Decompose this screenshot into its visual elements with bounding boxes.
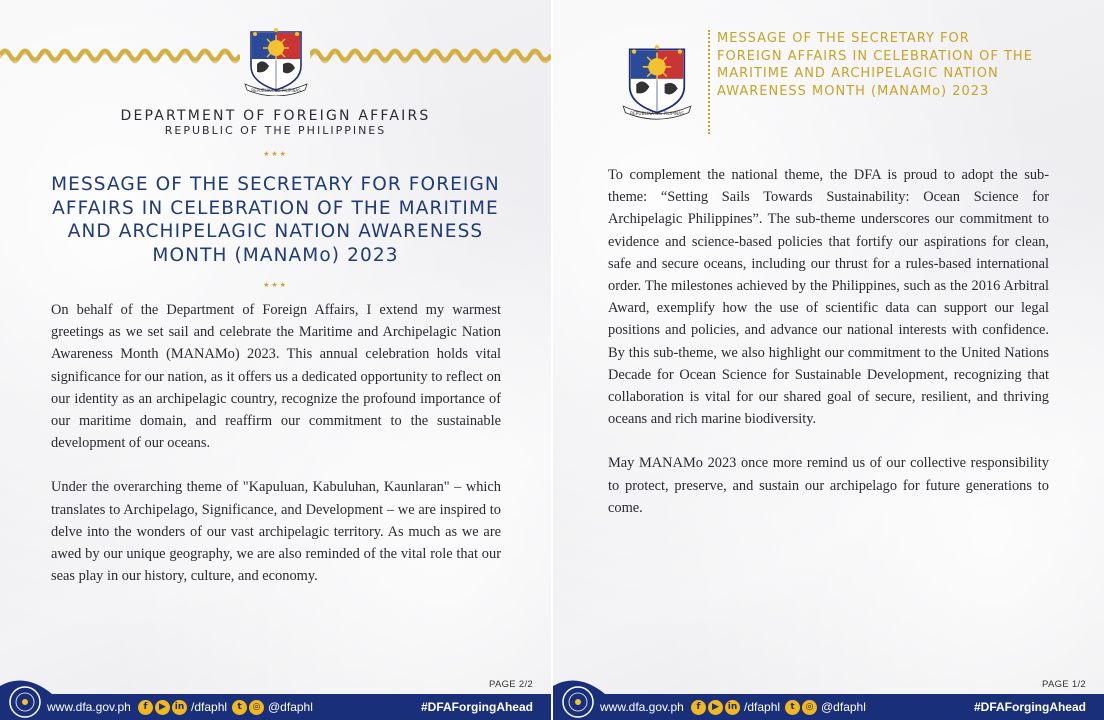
- gold-wave-band-left: [0, 44, 240, 66]
- website-link[interactable]: www.dfa.gov.ph: [47, 700, 131, 714]
- social-group-1: [691, 698, 780, 716]
- dfa-seal: [621, 42, 693, 120]
- message-body: [608, 164, 1049, 541]
- dfa-logo-icon: [8, 685, 42, 719]
- page-number: PAGE 2/2: [489, 679, 533, 690]
- department-name: DEPARTMENT OF FOREIGN AFFAIRS: [120, 108, 431, 124]
- hashtag[interactable]: #DFAForgingAhead: [973, 700, 1086, 714]
- message-title: MESSAGE OF THE SECRETARY FOR FOREIGN AFFAIRS IN CELEBRATION OF THE MARITIME AND ARCHIPELAGIC NATION AWARENESS MONTH (MANAMo) 2023: [51, 174, 500, 266]
- paragraph: May MANAMo 2023 once more remind us of our collective responsibility to protect, preserve, and sustain our archipelago for future generations to come.: [608, 455, 1049, 516]
- linkedin-icon[interactable]: in: [725, 700, 740, 715]
- footer-bar: [0, 694, 551, 720]
- footer-bar: [553, 694, 1104, 720]
- youtube-icon[interactable]: ▶: [155, 700, 170, 715]
- paragraph: Under the overarching theme of "Kapuluan, Kabuluhan, Kaunlaran" – which translates to Archipelago, Significance, and Development – we are inspired to delve into the wonders of our vast archipelagic territory. As much as we are awed by our unique geography, we are also reminded of the vital role that our seas play in our history, culture, and economy.: [51, 479, 501, 585]
- social-handle[interactable]: /dfaphl: [744, 700, 781, 714]
- twitter-icon[interactable]: t: [232, 700, 247, 715]
- gold-wave-band-right: [310, 44, 551, 66]
- message-title: MESSAGE OF THE SECRETARY FOR FOREIGN AFFAIRS IN CELEBRATION OF THE MARITIME AND ARCHIPELAGIC NATION AWARENESS MONTH (MANAMo) 2023: [708, 30, 1038, 134]
- paragraph: To complement the national theme, the DFA is proud to adopt the sub-theme: “Setting Sails Towards Sustainability: Ocean Science for Archipelagic Philippines”. The sub-theme underscores our commitment to evidence and science-based policies that fortify our aspirations for clean, safe and secure oceans, including our thrust for a rules-based international order. The milestones achieved by the Philippines, such as the 2016 Arbitral Award, exemplify how the use of scientific data can support our legal positions and policies, and advance our national interests with confidence. By this sub-theme, we also highlight our commitment to the United Nations Decade for Ocean Science for Sustainable Development, recognizing that collaboration is vital for our shared goal of secure, resilient, and thriving oceans and rich marine biodiversity.: [608, 167, 1049, 428]
- paragraph: On behalf of the Department of Foreign Affairs, I extend my warmest greetings as we set sail and celebrate the Maritime and Archipelagic Nation Awareness Month (MANAMo) 2023. This annual celebration holds vital significance for our nation, as it offers us a dedicated opportunity to reflect on our identity as an archipelagic country, recognize the profound importance of our maritime domain, and reaffirm our commitment to the sustainable development of our oceans.: [51, 302, 501, 452]
- message-body: [51, 299, 501, 609]
- twitter-icon[interactable]: t: [785, 700, 800, 715]
- social-group-2: [232, 698, 313, 716]
- instagram-icon[interactable]: ◎: [802, 700, 817, 715]
- dfa-logo-icon: [561, 685, 595, 719]
- youtube-icon[interactable]: ▶: [708, 700, 723, 715]
- page-number: PAGE 1/2: [1042, 679, 1086, 690]
- social-group-1: [138, 698, 227, 716]
- seal-ribbon-text: REPUBLIKA NG PILIPINAS: [629, 111, 685, 117]
- republic-name: REPUBLIC OF THE PHILIPPINES: [164, 124, 387, 137]
- hashtag[interactable]: #DFAForgingAhead: [420, 700, 533, 714]
- seal-ribbon-text: REPUBLIKA NG PILIPINAS: [251, 88, 301, 93]
- social-handle[interactable]: @dfaphl: [821, 700, 866, 714]
- instagram-icon[interactable]: ◎: [249, 700, 264, 715]
- page-right: [553, 0, 1104, 720]
- page-left: [0, 0, 551, 720]
- stars-divider-top: ★★★: [263, 150, 288, 158]
- facebook-icon[interactable]: f: [138, 700, 153, 715]
- facebook-icon[interactable]: f: [691, 700, 706, 715]
- social-handle[interactable]: @dfaphl: [268, 700, 313, 714]
- dfa-seal: [243, 26, 309, 96]
- linkedin-icon[interactable]: in: [172, 700, 187, 715]
- social-group-2: [785, 698, 866, 716]
- social-handle[interactable]: /dfaphl: [191, 700, 228, 714]
- website-link[interactable]: www.dfa.gov.ph: [600, 700, 684, 714]
- stars-divider-bottom: ★★★: [263, 281, 288, 289]
